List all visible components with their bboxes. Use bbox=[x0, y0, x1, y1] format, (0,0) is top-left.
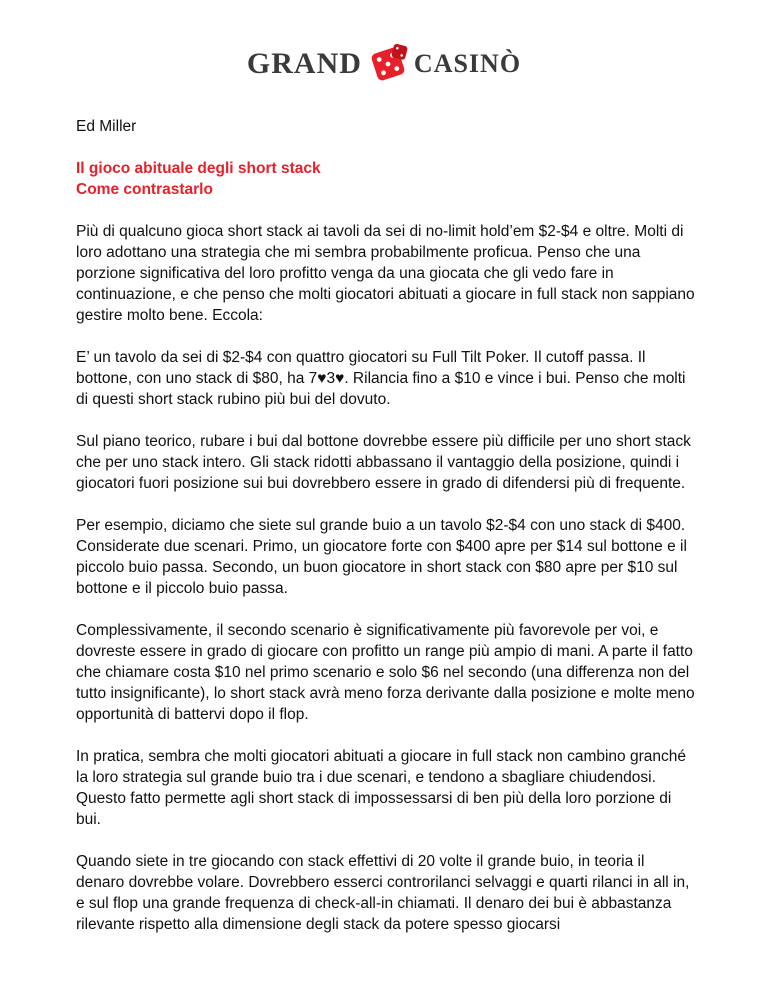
paragraph: Sul piano teorico, rubare i bui dal bottone dovrebbe essere più difficile per uno short stack che per uno stack intero. Gli stack ridotti abbassano il vantaggio della posizione, quindi i giocatori fuori posizione sui bui dovrebbero essere in grado di difendersi più di frequente. bbox=[76, 433, 691, 492]
article bbox=[76, 116, 696, 956]
author-name: Ed Miller bbox=[76, 118, 137, 135]
logo-word-casino: CASINÒ bbox=[413, 49, 522, 78]
article-title bbox=[76, 158, 696, 200]
dice-icon bbox=[366, 42, 410, 86]
paragraph: Complessivamente, il secondo scenario è significativamente più favorevole per voi, e dovreste essere in grado di giocare con profitto un range più ampio di mani. A parte il fatto che chiamare costa $10 nel primo scenario e solo $6 nel secondo (una differenza non del tutto insignificante), lo short stack avrà meno forza derivante dalla posizione e molte meno opportunità di battervi dopo il flop. bbox=[76, 622, 695, 723]
title-line-2: Come contrastarlo bbox=[76, 181, 213, 198]
paragraph: Quando siete in tre giocando con stack effettivi di 20 volte il grande buio, in teoria il denaro dovrebbe volare. Dovrebbero esserci controrilanci selvaggi e quarti rilanci in all in, e sul flop una grande frequenza di check-all-in chiamati. Il denaro dei bui è abbastanza rilevante rispetto alla dimensione degli stack da potere spesso giocarsi bbox=[76, 853, 690, 933]
paragraph: Per esempio, diciamo che siete sul grande buio a un tavolo $2-$4 con uno stack di $400. Considerate due scenari. Primo, un giocatore forte con $400 apre per $14 sul bottone e il piccolo buio passa. Secondo, un buon giocatore in short stack con $80 apre per $10 sul bottone e il piccolo buio passa. bbox=[76, 517, 687, 597]
paragraph: In pratica, sembra che molti giocatori abituati a giocare in full stack non cambino granché la loro strategia sul grande buio tra i due scenari, e tendono a sbagliare chiudendosi. Questo fatto permette agli short stack di impossessarsi di ben più della loro porzione di bui. bbox=[76, 748, 686, 828]
grand-casino-logo bbox=[0, 40, 768, 88]
paragraph: Più di qualcuno gioca short stack ai tavoli da sei di no-limit hold’em $2-$4 e oltre. Molti di loro adottano una strategia che mi sembra probabilmente proficua. Penso che una porzione significativa del loro profitto venga da una giocata che gli vedo fare in continuazione, e che penso che molti giocatori abituati a giocare in full stack non sappiano gestire molto bene. Eccola: bbox=[76, 223, 695, 324]
logo-word-grand: GRAND bbox=[246, 47, 362, 80]
paragraph: E’ un tavolo da sei di $2-$4 con quattro giocatori su Full Tilt Poker. Il cutoff passa. Il bottone, con uno stack di $80, ha 7♥3♥. Rilancia fino a $10 e vince i bui. Penso che molti di questi short stack rubino più bui del dovuto. bbox=[76, 349, 686, 408]
title-line-1: Il gioco abituale degli short stack bbox=[76, 160, 321, 177]
